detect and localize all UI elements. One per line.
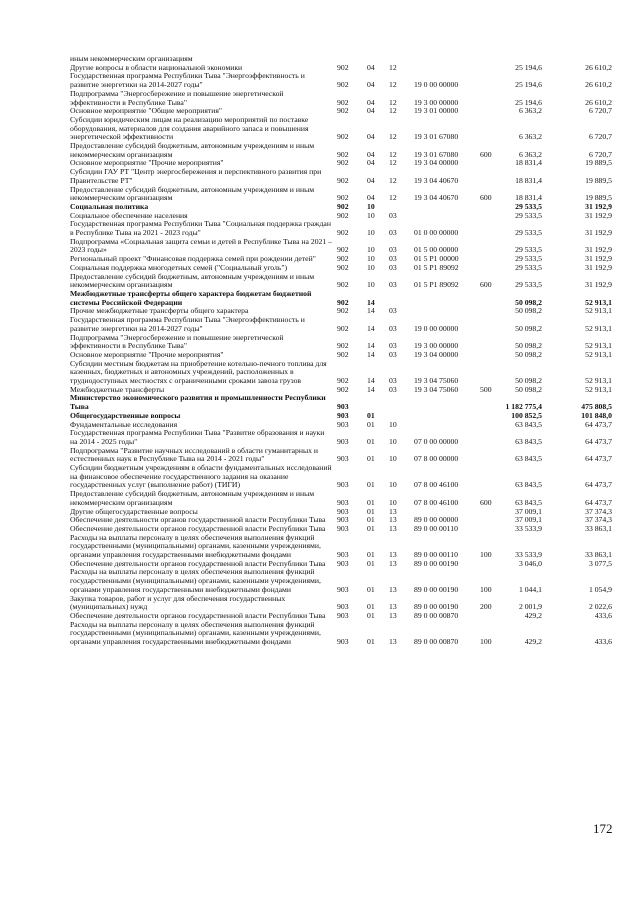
page-number: 172 [593, 821, 613, 836]
subsection-code: 12 [389, 149, 397, 159]
table-row [0, 273, 640, 290]
amount-year-2: 52 913,1 [585, 297, 612, 307]
row-name: Государственная программа Республики Тыва "Энергоэффективность и развитие энергетики на 2014-2027 годы" [70, 315, 305, 333]
ministry-code: 902 [337, 228, 349, 238]
subsection-code: 13 [389, 637, 397, 647]
expense-type: 500 [480, 384, 492, 394]
table-row [0, 360, 640, 386]
ministry-code: 902 [337, 349, 349, 359]
target-article: 01 5 P1 00000 [414, 254, 459, 264]
subsection-code: 10 [389, 480, 397, 490]
amount-year-1: 50 098,2 [515, 376, 542, 386]
amount-year-2: 64 473,7 [585, 419, 612, 429]
amount-year-2: 6 720,7 [588, 106, 612, 116]
target-article: 01 5 P1 89092 [414, 280, 459, 290]
row-name: Субсидии бюджетным учреждениям в области фундаментальных исследований на финансовое обеспечение государственного задания на оказание государственных услуг (выполнение работ) (ТИГИ) [70, 463, 332, 490]
ministry-code: 902 [337, 62, 349, 72]
table-row [0, 220, 640, 237]
subsection-code: 13 [389, 602, 397, 612]
section-code: 01 [367, 410, 375, 420]
amount-year-1: 37 009,1 [515, 515, 542, 525]
row-name: Социальная поддержка многодетных семей ("Социальный уголь") [70, 262, 288, 272]
ministry-code: 903 [337, 584, 349, 594]
table-row [0, 168, 640, 185]
section-code: 01 [367, 480, 375, 490]
ministry-code: 903 [337, 419, 349, 429]
subsection-code: 12 [389, 97, 397, 107]
section-code: 04 [367, 80, 375, 90]
ministry-code: 902 [337, 262, 349, 272]
row-name: Субсидии юридическим лицам на реализацию мероприятий по поставке оборудования, материалов для создания аварийного запаса и повышения энергетической эффективности [70, 114, 309, 142]
ministry-code: 903 [337, 506, 349, 516]
section-code: 01 [367, 584, 375, 594]
section-code: 14 [367, 384, 375, 394]
section-code: 01 [367, 558, 375, 568]
amount-year-2: 433,6 [594, 637, 612, 647]
subsection-code: 03 [389, 323, 397, 333]
row-name: Предоставление субсидий бюджетным, автономным учреждениям и иным некоммерческим организациям [70, 184, 315, 203]
ministry-code: 903 [337, 436, 349, 446]
section-code: 14 [367, 341, 375, 351]
subsection-code: 03 [389, 254, 397, 264]
row-name: Обеспечение деятельности органов государственной власти Республики Тыва [70, 523, 326, 533]
subsection-code: 10 [389, 497, 397, 507]
amount-year-2: 64 473,7 [585, 436, 612, 446]
ministry-code: 903 [337, 637, 349, 647]
target-article: 89 0 00 00000 [414, 515, 459, 525]
ministry-code: 902 [337, 280, 349, 290]
subsection-code: 12 [389, 175, 397, 185]
expense-type: 100 [480, 550, 492, 560]
amount-year-2: 26 610,2 [585, 80, 612, 90]
subsection-code: 03 [389, 384, 397, 394]
expense-type: 600 [480, 497, 492, 507]
row-name: Основное мероприятие "Прочие мероприятия" [70, 349, 224, 359]
subsection-code: 03 [389, 376, 397, 386]
amount-year-1: 29 533,5 [515, 201, 542, 211]
budget-table [0, 55, 640, 647]
section-code: 04 [367, 106, 375, 116]
table-row [0, 595, 640, 612]
expense-type: 600 [480, 149, 492, 159]
target-article: 19 3 01 67080 [414, 132, 459, 142]
table-row [0, 142, 640, 159]
amount-year-1: 63 843,5 [515, 454, 542, 464]
row-name: Расходы на выплаты персоналу в целях обеспечения выполнения функций государственными (муниципальными) органами, казенными учреждениями, органами управления государственными внебюджетными фондами [70, 619, 321, 647]
row-name: Субсидии местным бюджетам на приобретение котельно-печного топлива для казенных, бюджетных и автономных учреждений, расположенных в труднодоступных местностях с ограниченными сроками завоза грузов [70, 358, 327, 386]
row-name: Прочие межбюджетные трансферты общего характера [70, 306, 249, 316]
table-row [0, 316, 640, 333]
section-code: 10 [367, 210, 375, 220]
amount-year-1: 29 533,5 [515, 210, 542, 220]
target-article: 19 3 01 67080 [414, 149, 459, 159]
expense-type: 200 [480, 602, 492, 612]
target-article: 19 3 00 00000 [414, 341, 459, 351]
subsection-code: 10 [389, 454, 397, 464]
section-code: 04 [367, 193, 375, 203]
subsection-code: 13 [389, 584, 397, 594]
row-name: Государственная программа Республики Тыва "Энергоэффективность и развитие энергетики на 2014-2027 годы" [70, 71, 305, 90]
section-code: 01 [367, 637, 375, 647]
subsection-code: 12 [389, 132, 397, 142]
ministry-code: 902 [337, 132, 349, 142]
subsection-code: 12 [389, 62, 397, 72]
subsection-code: 03 [389, 341, 397, 351]
amount-year-1: 33 533,9 [515, 550, 542, 560]
row-name: Другие общегосударственные вопросы [70, 506, 198, 516]
row-name: Социальная политика [70, 201, 149, 211]
row-name: Субсидии ГАУ РТ "Центр энергосбережения и перспективного развития при Правительстве РТ" [70, 167, 322, 185]
ministry-code: 902 [337, 323, 349, 333]
subsection-code: 10 [389, 419, 397, 429]
ministry-code: 902 [337, 175, 349, 185]
row-name: Подпрограмма "Развитие научных исследований в области гуманитарных и естественных наук в Республике Тыва на 2014 - 2021 годы" [70, 445, 319, 464]
amount-year-1: 6 363,2 [518, 106, 542, 116]
table-row [0, 238, 640, 255]
amount-year-1: 50 098,2 [515, 297, 542, 307]
amount-year-1: 429,2 [524, 637, 542, 647]
row-name: Министерство экономического развития и промышленности Республики Тыва [70, 393, 326, 412]
amount-year-1: 6 363,2 [518, 149, 542, 159]
section-code: 01 [367, 497, 375, 507]
ministry-code: 903 [337, 558, 349, 568]
section-code: 04 [367, 175, 375, 185]
expense-type: 100 [480, 637, 492, 647]
amount-year-2: 31 192,9 [585, 254, 612, 264]
target-article: 19 3 04 75060 [414, 384, 459, 394]
row-name: Подпрограмма "Энергосбережение и повышение энергетической эффективности в Республике Тыва" [70, 88, 284, 107]
target-article: 19 0 00 00000 [414, 323, 459, 333]
section-code: 10 [367, 254, 375, 264]
subsection-code: 03 [389, 262, 397, 272]
amount-year-2: 33 863,1 [585, 550, 612, 560]
amount-year-2: 19 889,5 [585, 193, 612, 203]
ministry-code: 902 [337, 106, 349, 116]
amount-year-2: 52 913,1 [585, 349, 612, 359]
amount-year-1: 18 831,4 [515, 158, 542, 168]
row-name: Государственная программа Республики Тыва "Социальная поддержка граждан в Республике Тыва на 2021 - 2023 годы" [70, 219, 331, 238]
amount-year-2: 37 374,3 [585, 515, 612, 525]
amount-year-2: 31 192,9 [585, 280, 612, 290]
row-name: Подпрограмма «Социальная защита семьи и детей в Республике Тыва на 2021 – 2023 годы» [70, 236, 332, 255]
section-code: 14 [367, 306, 375, 316]
target-article: 01 0 00 00000 [414, 228, 459, 238]
section-code: 01 [367, 515, 375, 525]
subsection-code: 03 [389, 349, 397, 359]
target-article: 19 0 00 00000 [414, 80, 459, 90]
section-code: 04 [367, 158, 375, 168]
target-article: 19 3 00 00000 [414, 97, 459, 107]
target-article: 89 0 00 00190 [414, 584, 459, 594]
ministry-code: 902 [337, 376, 349, 386]
amount-year-2: 1 054,9 [588, 584, 612, 594]
amount-year-2: 31 192,9 [585, 262, 612, 272]
row-name: Другие вопросы в области национальной экономики [70, 62, 243, 72]
target-article: 19 3 04 40670 [414, 175, 459, 185]
amount-year-2: 52 913,1 [585, 341, 612, 351]
amount-year-1: 50 098,2 [515, 384, 542, 394]
ministry-code: 903 [337, 611, 349, 620]
amount-year-2: 19 889,5 [585, 175, 612, 185]
ministry-code: 903 [337, 480, 349, 490]
amount-year-1: 29 533,5 [515, 228, 542, 238]
table-row [0, 116, 640, 142]
subsection-code: 13 [389, 515, 397, 525]
row-name: Государственная программа Республики Тыва "Развитие образования и науки на 2014 - 2025 годы" [70, 428, 325, 446]
subsection-code: 03 [389, 210, 397, 220]
section-code: 04 [367, 97, 375, 107]
amount-year-1: 33 533,9 [515, 523, 542, 533]
section-code: 01 [367, 454, 375, 464]
expense-type: 600 [480, 193, 492, 203]
subsection-code: 13 [389, 611, 397, 620]
ministry-code: 903 [337, 410, 349, 420]
row-name: Обеспечение деятельности органов государственной власти Республики Тыва [70, 611, 326, 620]
amount-year-1: 29 533,5 [515, 245, 542, 255]
amount-year-1: 29 533,5 [515, 254, 542, 264]
target-article: 19 3 01 00000 [414, 106, 459, 116]
amount-year-1: 63 843,5 [515, 436, 542, 446]
amount-year-1: 100 852,5 [511, 410, 542, 420]
target-article: 01 5 00 00000 [414, 245, 459, 255]
amount-year-2: 6 720,7 [588, 149, 612, 159]
subsection-code: 13 [389, 506, 397, 516]
section-code: 01 [367, 611, 375, 620]
amount-year-1: 50 098,2 [515, 349, 542, 359]
amount-year-2: 33 863,1 [585, 523, 612, 533]
ministry-code: 903 [337, 402, 349, 412]
ministry-code: 903 [337, 515, 349, 525]
amount-year-2: 475 808,5 [581, 402, 612, 412]
amount-year-1: 25 194,6 [515, 97, 542, 107]
amount-year-1: 25 194,6 [515, 62, 542, 72]
ministry-code: 903 [337, 550, 349, 560]
table-row [0, 90, 640, 107]
table-row [0, 490, 640, 507]
table-row [0, 568, 640, 594]
amount-year-2: 31 192,9 [585, 228, 612, 238]
table-row [0, 621, 640, 647]
ministry-code: 902 [337, 158, 349, 168]
subsection-code: 13 [389, 558, 397, 568]
amount-year-1: 37 009,1 [515, 506, 542, 516]
expense-type: 100 [480, 584, 492, 594]
section-code: 01 [367, 419, 375, 429]
row-name: Региональный проект "Финансовая поддержка семей при рождении детей" [70, 254, 316, 264]
ministry-code: 902 [337, 384, 349, 394]
table-row [0, 429, 640, 446]
row-name: Межбюджетные трансферты [70, 384, 165, 394]
section-code: 14 [367, 323, 375, 333]
target-article: 07 0 00 00000 [414, 436, 459, 446]
ministry-code: 902 [337, 254, 349, 264]
subsection-code: 03 [389, 306, 397, 316]
subsection-code: 03 [389, 245, 397, 255]
target-article: 89 0 00 00870 [414, 637, 459, 647]
table-row [0, 447, 640, 464]
amount-year-2: 31 192,9 [585, 201, 612, 211]
section-code: 10 [367, 245, 375, 255]
section-code: 14 [367, 297, 375, 307]
section-code: 01 [367, 436, 375, 446]
amount-year-1: 50 098,2 [515, 306, 542, 316]
row-name: Закупка товаров, работ и услуг для обеспечения государственных (муниципальных) нужд [70, 593, 286, 612]
row-name: Подпрограмма "Энергосбережение и повышение энергетической эффективности в Республике Тыва" [70, 332, 284, 351]
amount-year-1: 2 001,9 [518, 602, 542, 612]
section-code: 14 [367, 349, 375, 359]
section-code: 14 [367, 376, 375, 386]
subsection-code: 12 [389, 80, 397, 90]
target-article: 07 8 00 46100 [414, 497, 459, 507]
amount-year-2: 6 720,7 [588, 132, 612, 142]
amount-year-2: 31 192,9 [585, 245, 612, 255]
amount-year-1: 18 831,4 [515, 175, 542, 185]
amount-year-1: 50 098,2 [515, 323, 542, 333]
amount-year-1: 1 044,1 [518, 584, 542, 594]
section-code: 10 [367, 201, 375, 211]
ministry-code: 903 [337, 602, 349, 612]
amount-year-2: 64 473,7 [585, 497, 612, 507]
subsection-code: 12 [389, 193, 397, 203]
section-code: 10 [367, 228, 375, 238]
ministry-code: 902 [337, 80, 349, 90]
ministry-code: 902 [337, 210, 349, 220]
amount-year-1: 3 046,0 [518, 558, 542, 568]
target-article: 01 5 P1 89092 [414, 262, 459, 272]
section-code: 10 [367, 262, 375, 272]
row-name: Расходы на выплаты персоналу в целях обеспечения выполнения функций государственными (муниципальными) органами, казенными учреждениями, органами управления государственными внебюджетными фондами [70, 532, 321, 560]
amount-year-2: 52 913,1 [585, 376, 612, 386]
row-name: иным некоммерческим организациям [70, 54, 193, 63]
target-article: 07 8 00 00000 [414, 454, 459, 464]
row-name: Межбюджетные трансферты общего характера бюджетам бюджетной системы Российской Федерации [70, 288, 312, 307]
section-code: 01 [367, 550, 375, 560]
row-name: Предоставление субсидий бюджетным, автономным учреждениям и иным некоммерческим организациям [70, 141, 315, 159]
ministry-code: 902 [337, 149, 349, 159]
amount-year-2: 433,6 [594, 611, 612, 620]
amount-year-1: 6 363,2 [518, 132, 542, 142]
subsection-code: 13 [389, 550, 397, 560]
ministry-code: 902 [337, 201, 349, 211]
ministry-code: 902 [337, 193, 349, 203]
row-name: Обеспечение деятельности органов государственной власти Республики Тыва [70, 558, 326, 568]
ministry-code: 902 [337, 97, 349, 107]
table-row [0, 186, 640, 203]
row-name: Социальное обеспечение населения [70, 210, 188, 220]
section-code: 04 [367, 62, 375, 72]
row-name: Расходы на выплаты персоналу в целях обеспечения выполнения функций государственными (муниципальными) органами, казенными учреждениями, органами управления государственными внебюджетными фондами [70, 567, 321, 594]
section-code: 01 [367, 523, 375, 533]
section-code: 04 [367, 149, 375, 159]
amount-year-1: 429,2 [524, 611, 542, 620]
amount-year-1: 63 843,5 [515, 419, 542, 429]
row-name: Общегосударственные вопросы [70, 410, 181, 420]
table-row [0, 72, 640, 89]
subsection-code: 12 [389, 106, 397, 116]
table-row [0, 394, 640, 411]
amount-year-2: 26 610,2 [585, 62, 612, 72]
amount-year-2: 52 913,1 [585, 384, 612, 394]
ministry-code: 902 [337, 306, 349, 316]
section-code: 04 [367, 132, 375, 142]
row-name: Предоставление субсидий бюджетным, автономным учреждениям и иным некоммерческим организациям [70, 271, 315, 290]
row-name: Обеспечение деятельности органов государственной власти Республики Тыва [70, 515, 326, 525]
amount-year-1: 63 843,5 [515, 497, 542, 507]
amount-year-1: 29 533,5 [515, 262, 542, 272]
subsection-code: 12 [389, 158, 397, 168]
section-code: 01 [367, 506, 375, 516]
amount-year-2: 31 192,9 [585, 210, 612, 220]
ministry-code: 903 [337, 454, 349, 464]
row-name: Фундаментальные исследования [70, 419, 178, 429]
table-row [0, 534, 640, 560]
subsection-code: 10 [389, 436, 397, 446]
subsection-code: 03 [389, 280, 397, 290]
amount-year-2: 52 913,1 [585, 323, 612, 333]
ministry-code: 903 [337, 523, 349, 533]
target-article: 89 0 00 00190 [414, 602, 459, 612]
amount-year-1: 18 831,4 [515, 193, 542, 203]
ministry-code: 902 [337, 341, 349, 351]
expense-type: 600 [480, 280, 492, 290]
amount-year-2: 101 848,0 [581, 410, 612, 420]
target-article: 89 0 00 00190 [414, 558, 459, 568]
amount-year-2: 64 473,7 [585, 480, 612, 490]
row-name: Основное мероприятие "Прочие мероприятия" [70, 158, 224, 168]
target-article: 89 0 00 00110 [414, 523, 458, 533]
amount-year-1: 50 098,2 [515, 341, 542, 351]
table-row [0, 464, 640, 490]
target-article: 19 3 04 00000 [414, 349, 459, 359]
amount-year-2: 3 077,5 [588, 558, 612, 568]
amount-year-1: 29 533,5 [515, 280, 542, 290]
subsection-code: 13 [389, 523, 397, 533]
target-article: 89 0 00 00870 [414, 611, 459, 620]
target-article: 19 3 04 75060 [414, 376, 459, 386]
target-article: 19 3 04 40670 [414, 193, 459, 203]
target-article: 89 0 00 00110 [414, 550, 458, 560]
amount-year-2: 19 889,5 [585, 158, 612, 168]
amount-year-2: 64 473,7 [585, 454, 612, 464]
amount-year-1: 25 194,6 [515, 80, 542, 90]
amount-year-2: 52 913,1 [585, 306, 612, 316]
table-row [0, 334, 640, 351]
row-name: Предоставление субсидий бюджетным, автономным учреждениям и иным некоммерческим организациям [70, 489, 315, 507]
ministry-code: 902 [337, 297, 349, 307]
amount-year-1: 1 182 775,4 [505, 402, 542, 412]
table-row [0, 290, 640, 307]
section-code: 01 [367, 602, 375, 612]
row-name: Основное мероприятие "Общие мероприятия" [70, 106, 223, 116]
target-article: 07 8 00 46100 [414, 480, 459, 490]
amount-year-2: 26 610,2 [585, 97, 612, 107]
target-article: 19 3 04 00000 [414, 158, 459, 168]
amount-year-2: 37 374,3 [585, 506, 612, 516]
section-code: 10 [367, 280, 375, 290]
ministry-code: 903 [337, 497, 349, 507]
amount-year-1: 63 843,5 [515, 480, 542, 490]
ministry-code: 902 [337, 245, 349, 255]
amount-year-2: 2 022,6 [588, 602, 612, 612]
subsection-code: 03 [389, 228, 397, 238]
